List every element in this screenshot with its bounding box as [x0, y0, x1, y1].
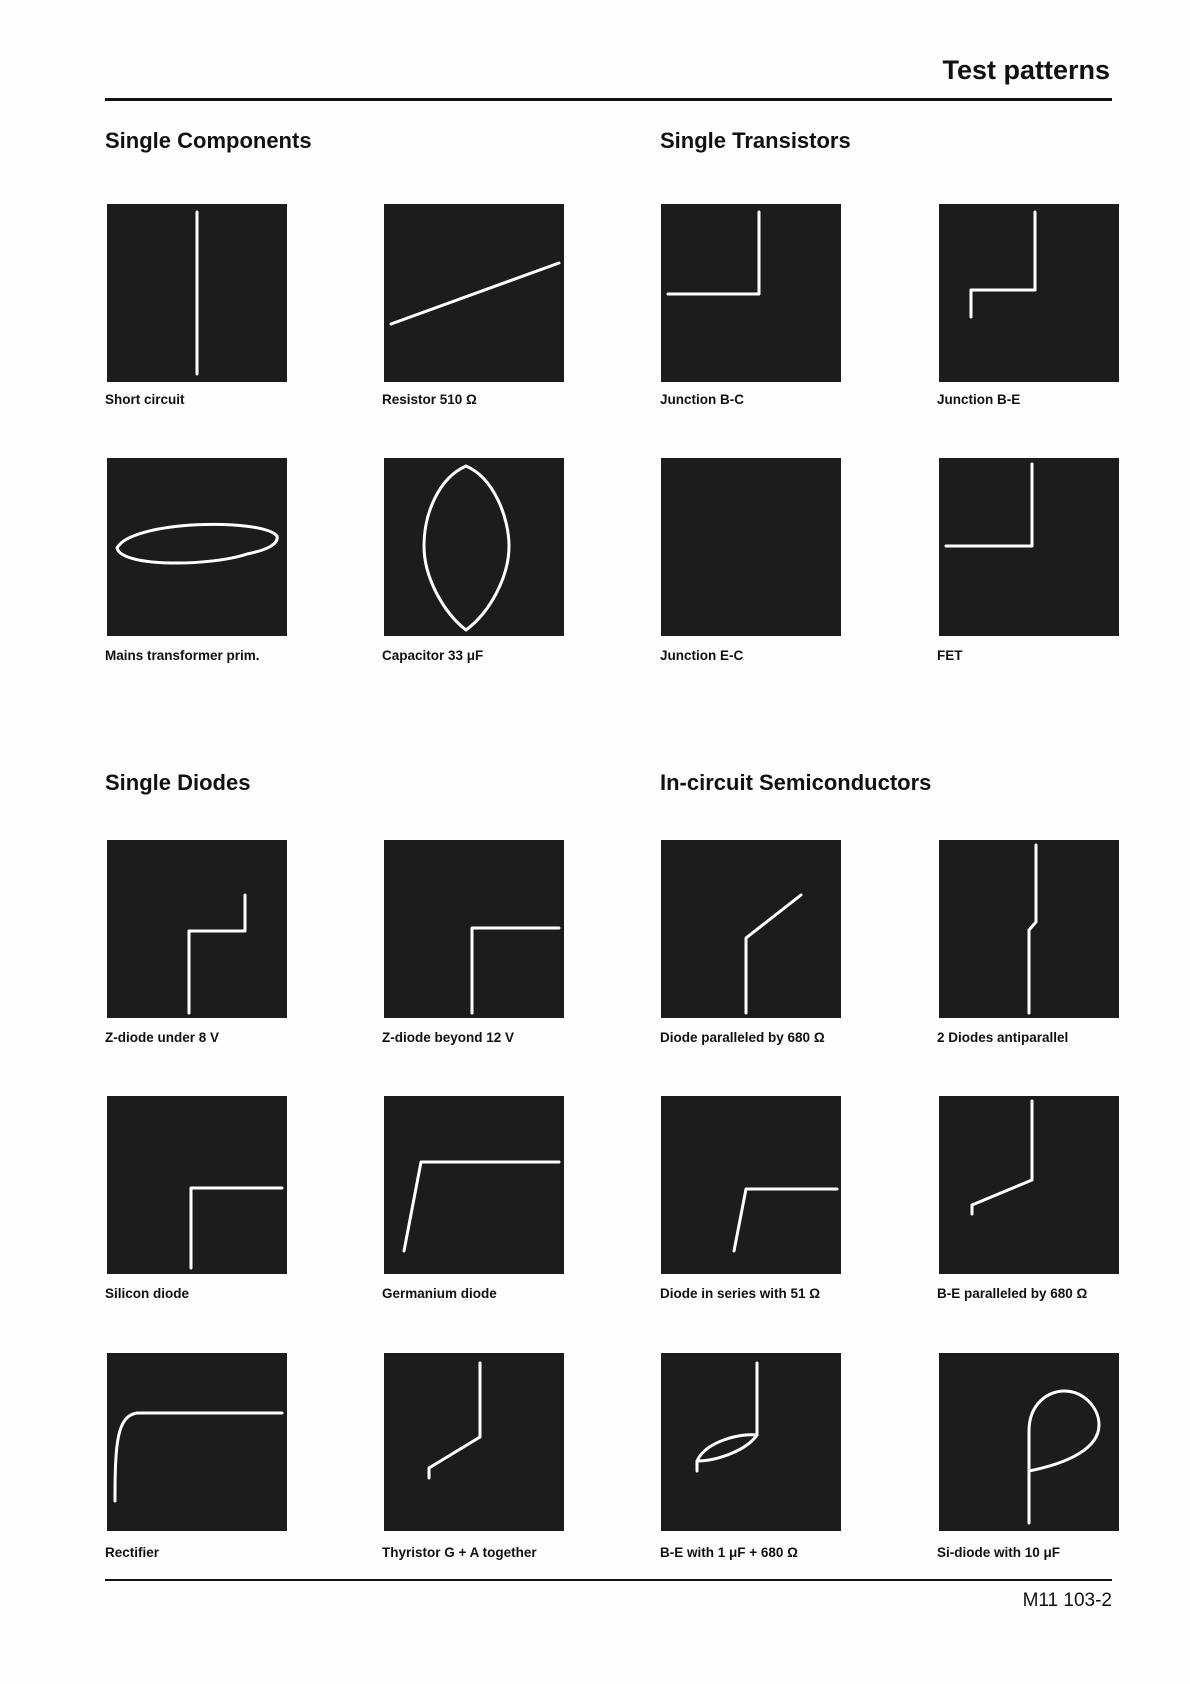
page-title: Test patterns — [942, 55, 1110, 85]
caption-fet: FET — [937, 648, 963, 663]
caption-short-circuit: Short circuit — [105, 392, 185, 407]
page-number: M11 103-2 — [1022, 1590, 1112, 1611]
trace-be-with-capacitor — [661, 1353, 841, 1531]
caption-junction-bc: Junction B-C — [660, 392, 744, 407]
caption-junction-ec: Junction E-C — [660, 648, 744, 663]
caption-be-paralleled: B-E paralleled by 680 Ω — [937, 1286, 1088, 1301]
trace-capacitor — [384, 458, 564, 636]
caption-si-diode-with-capacitor: Si-diode with 10 μF — [937, 1545, 1061, 1560]
caption-resistor: Resistor 510 Ω — [382, 392, 477, 407]
caption-diode-in-series: Diode in series with 51 Ω — [660, 1286, 821, 1301]
trace-two-diodes-antiparallel — [939, 840, 1119, 1018]
trace-diode-in-series — [661, 1096, 841, 1274]
trace-junction-be — [939, 204, 1119, 382]
trace-short-circuit — [107, 204, 287, 382]
trace-rectifier — [107, 1353, 287, 1531]
heading-single-diodes: Single Diodes — [105, 770, 251, 795]
caption-capacitor: Capacitor 33 μF — [382, 648, 484, 663]
caption-germanium-diode: Germanium diode — [382, 1286, 497, 1301]
trace-junction-bc — [661, 204, 841, 382]
caption-z-diode-under-8v: Z-diode under 8 V — [105, 1030, 220, 1045]
trace-be-paralleled — [939, 1096, 1119, 1274]
heading-single-transistors: Single Transistors — [660, 128, 851, 153]
caption-mains-transformer: Mains transformer prim. — [105, 648, 260, 663]
trace-thyristor — [384, 1353, 564, 1531]
caption-two-diodes-antiparallel: 2 Diodes antiparallel — [937, 1030, 1069, 1045]
trace-junction-ec — [661, 458, 841, 636]
trace-fet — [939, 458, 1119, 636]
caption-junction-be: Junction B-E — [937, 392, 1021, 407]
caption-rectifier: Rectifier — [105, 1545, 160, 1560]
trace-z-diode-under-8v — [107, 840, 287, 1018]
header-rule — [105, 98, 1112, 101]
caption-silicon-diode: Silicon diode — [105, 1286, 190, 1301]
heading-in-circuit-semiconductors: In-circuit Semiconductors — [660, 770, 932, 795]
trace-silicon-diode — [107, 1096, 287, 1274]
trace-diode-paralleled — [661, 840, 841, 1018]
trace-si-diode-with-capacitor — [939, 1353, 1119, 1531]
caption-thyristor: Thyristor G + A together — [382, 1545, 537, 1560]
caption-z-diode-beyond-12v: Z-diode beyond 12 V — [382, 1030, 515, 1045]
caption-be-with-capacitor: B-E with 1 μF + 680 Ω — [660, 1545, 798, 1560]
trace-germanium-diode — [384, 1096, 564, 1274]
trace-z-diode-beyond-12v — [384, 840, 564, 1018]
footer-rule — [105, 1579, 1112, 1581]
heading-single-components: Single Components — [105, 128, 312, 153]
trace-resistor — [384, 204, 564, 382]
trace-mains-transformer — [107, 458, 287, 636]
caption-diode-paralleled: Diode paralleled by 680 Ω — [660, 1030, 825, 1045]
